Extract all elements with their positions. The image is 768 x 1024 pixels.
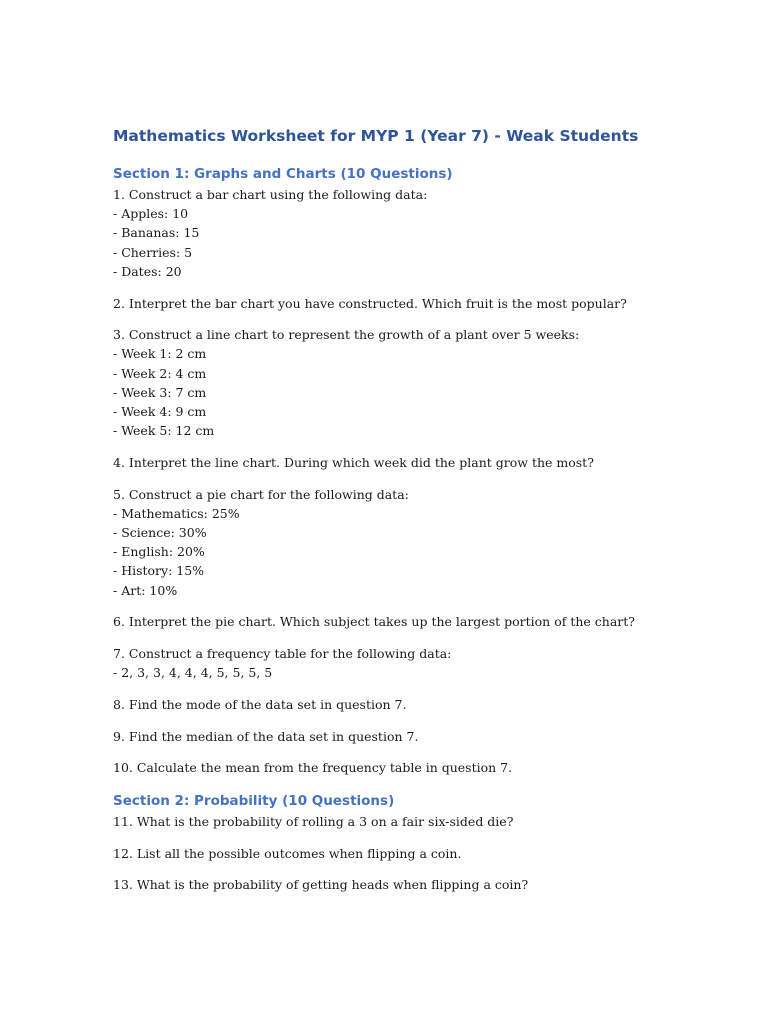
question-item [113, 325, 733, 440]
question-text: 2. Interpret the bar chart you have constructed. Which fruit is the most popular? [113, 295, 627, 311]
question-data-line: - Week 3: 7 cm [113, 384, 207, 400]
question-data-line: - Week 1: 2 cm [113, 346, 207, 362]
question-data-line: - Art: 10% [113, 582, 178, 598]
question-data-line: - Week 5: 12 cm [113, 423, 215, 439]
question-item [113, 612, 733, 631]
question-data-line: - Week 2: 4 cm [113, 365, 207, 381]
question-text: 4. Interpret the line chart. During which week did the plant grow the most? [113, 454, 594, 470]
question-data-line: - Cherries: 5 [113, 244, 193, 260]
question-text: 13. What is the probability of getting heads when flipping a coin? [113, 877, 529, 893]
question-item [113, 727, 733, 746]
section-heading: Section 2: Probability (10 Questions) [113, 793, 395, 810]
question-item [113, 453, 733, 472]
question-data-line: - Science: 30% [113, 525, 207, 541]
question-item [113, 844, 733, 863]
question-text: 3. Construct a line chart to represent the growth of a plant over 5 weeks: [113, 327, 580, 343]
question-data-line: - Mathematics: 25% [113, 505, 240, 521]
section-heading: Section 1: Graphs and Charts (10 Questions) [113, 166, 453, 182]
question-text: 8. Find the mode of the data set in question 7. [113, 696, 407, 712]
question-data-line: - Bananas: 15 [113, 225, 200, 241]
question-data-line: - English: 20% [113, 544, 205, 560]
question-data-line: - Apples: 10 [113, 206, 189, 222]
question-text: 9. Find the median of the data set in question 7. [113, 728, 419, 744]
worksheet-page [113, 124, 733, 907]
question-text: 12. List all the possible outcomes when flipping a coin. [113, 845, 462, 861]
worksheet-section [113, 790, 733, 895]
question-text: 6. Interpret the pie chart. Which subject takes up the largest portion of the chart? [113, 614, 635, 630]
question-item [113, 644, 733, 682]
question-item [113, 758, 733, 777]
question-item [113, 485, 733, 600]
sections-container [113, 163, 733, 895]
question-text: 5. Construct a pie chart for the following data: [113, 486, 409, 502]
question-text: 11. What is the probability of rolling a 3 on a fair six-sided die? [113, 814, 514, 830]
question-text: 1. Construct a bar chart using the following data: [113, 187, 428, 202]
question-text: 7. Construct a frequency table for the following data: [113, 646, 452, 662]
question-data-line: - 2, 3, 3, 4, 4, 4, 5, 5, 5, 5 [113, 665, 273, 681]
worksheet-title: Mathematics Worksheet for MYP 1 (Year 7) - Weak Students [113, 127, 639, 145]
question-data-line: - Dates: 20 [113, 263, 182, 279]
question-data-line: - Week 4: 9 cm [113, 404, 207, 420]
question-item [113, 695, 733, 714]
question-text: 10. Calculate the mean from the frequency table in question 7. [113, 760, 513, 776]
question-data-line: - History: 15% [113, 563, 205, 579]
question-item [113, 812, 733, 831]
question-item [113, 875, 733, 894]
question-item [113, 185, 733, 281]
worksheet-section [113, 163, 733, 778]
question-item [113, 294, 733, 313]
